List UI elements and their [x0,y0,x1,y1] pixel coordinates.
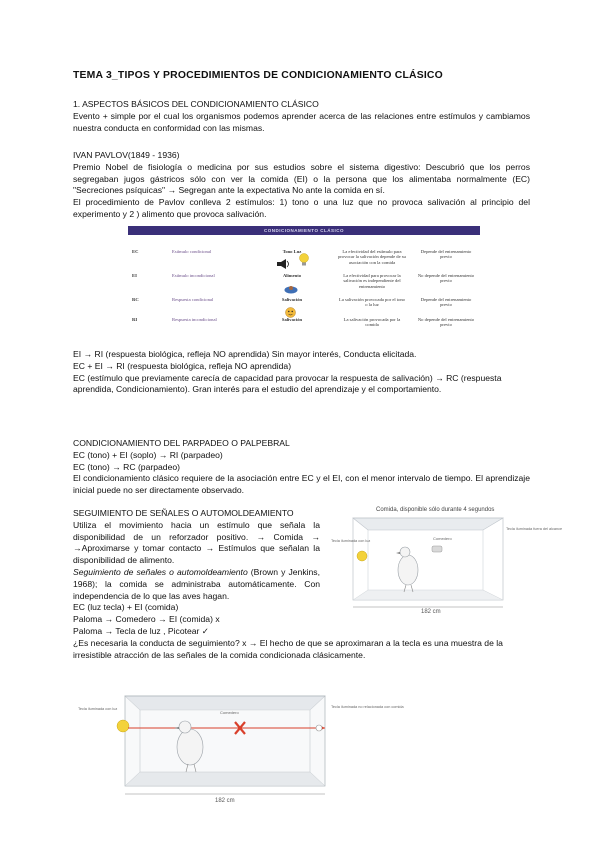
table-cell-name: Estímulo incondicional [172,273,215,278]
def-line: EC + EI → RI (respuesta biológica, refleja NO aprendida) [73,360,292,371]
section-definitions [73,349,530,396]
table-cell-abbr: EC [132,249,139,254]
table-cell-desc: La efectividad para provocar la salivación es independiente del entrenamiento [343,273,401,289]
formula-line: EC (luz tecla) + EI (comida) [73,602,179,613]
formula-line: EC (tono) → RC (parpadeo) [73,461,180,472]
table-cell-dep: No depende del entrenamiento previo [417,273,475,284]
food-bowl-icon [432,546,442,552]
formula-line: EC (tono) + EI (soplo) → RI (parpadeo) [73,449,223,460]
italic-continuation: (Brown y Jenkins, 1968); la comida se administraba automáticamente. Con independencia de lo que las aves hagan. [73,566,320,601]
table-cell-abbr: RI [132,317,138,322]
left-key-label: Tecla iluminada con luz [78,707,118,711]
def-line: EI → RI (respuesta biológica, refleja NO aprendida) Sin mayor interés, Conducta elicitada. [73,349,417,359]
far-key-icon [316,725,322,731]
section-aspectos [73,99,530,134]
table-cell-dep: Depende del entrenamiento previo [420,249,472,260]
section-heading: SEGUIMIENTO DE SEÑALES O AUTOMOLDEAMIENTO [73,508,294,518]
light-key-icon [357,551,367,561]
table-header: CONDICIONAMIENTO CLÁSICO [128,226,480,235]
section-pavlov [73,150,530,221]
speaker-icon [276,257,290,275]
right-key-label: Tecla iluminada no relacionada con comida [331,705,404,709]
left-key-label: Tecla iluminada con luz [331,539,371,543]
table-cell-abbr: RC [132,297,139,302]
bowl-label: Comedero [433,536,452,541]
table-cell-dep: No depende del entrenamiento previo [417,317,475,328]
table-cell-item: Alimento [282,273,302,278]
table-cell-item: Tono Luz [282,249,302,254]
section-text: Evento + simple por el cual los organismos podemos aprender acerca de las relaciones entre estímulos y cambiamos nuestra conducta en conformidad con las mismas. [73,110,530,133]
box-floor [125,772,325,786]
table-cell-item: Salivación [281,297,303,302]
dog-face-icon [285,305,296,323]
table-cell-item: Salivación [281,317,303,322]
section-heading: CONDICIONAMIENTO DEL PARPADEO O PALPEBRAL [73,438,290,448]
italic-term: Seguimiento de señales o automoldeamiento [73,566,248,577]
table-cell-dep: Depende del entrenamiento previo [420,297,472,308]
conditioning-table [128,226,480,330]
dimension-label: 182 cm [421,609,441,615]
box-floor [353,590,503,600]
table-cell-abbr: EI [132,273,137,278]
table-cell-name: Respuesta incondicional [172,317,217,322]
page-title: TEMA 3_TIPOS Y PROCEDIMIENTOS DE CONDICIONAMIENTO CLÁSICO [73,70,443,81]
figure-caption: Comida, disponible sólo durante 4 segundos [376,507,495,513]
table-cell-desc: La efectividad del estímulo para provocar la salivación depende de su asociación con la comida [338,249,406,265]
formula-line: Paloma → Comedero → EI (comida) x [73,614,220,625]
section-heading: IVAN PAVLOV(1849 - 1936) [73,150,180,160]
bowl-label: Comedero [220,710,239,715]
table-cell-desc: La salivación provocada por el tono o la luz [339,297,405,308]
section-text: El procedimiento de Pavlov conlleva 2 estímulos: 1) tono o una luz que no provoca salivación al principio del experimento y 2 ) alimento que provoca salivación. [73,197,530,219]
box-ceiling [353,518,503,530]
section-text [73,567,320,602]
section-text: Utiliza el movimiento hacia un estímulo que señala la disponibilidad de un reforzador positivo. → Comida → →Aproximarse y tomar contacto → Estímulos que señalan la disponibilidad de alimento. [73,519,320,566]
table-cell-desc: La salivación provocada por la comida [343,317,401,328]
figure-pigeon-box-large [75,692,404,804]
section-text: El condicionamiento clásico requiere de la asociación entre EC y el EI, con el menor intervalo de tiempo. El aprendizaje inicial puede no ser directamente observado. [73,473,530,496]
section-text: Premio Nobel de fisiología o medicina por sus estudios sobre el sistema digestivo: Descubrió que los perros segregaban jugos gástricos sólo con ver la comida (EI) o la persona que los alimentaba normalmente (EC) "Secreciones psíquicas" → Segregan ante la expectativa No ante la comida en sí. [73,161,530,196]
question-paragraph: ¿Es necesaria la conducta de seguimiento? x → El hecho de que se aproximaran a la tecla es una muestra de la irresistible atracción de las señales de la comida condicionada clásicamente. [73,638,503,660]
def-line: EC (estímulo que previamente carecía de capacidad para provocar la respuesta de salivación) → RC (respuesta aprendida, Condicionamiento). Gran interés para el estudio del aprendizaje y el comportamiento. [73,372,502,395]
section-parpadeo [73,438,530,497]
figure-pigeon-box [328,500,563,615]
formula-line: Paloma → Tecla de luz , Picotear ✓ [73,625,210,636]
dimension-label: 182 cm [215,798,235,804]
table-cell-name: Respuesta condicional [172,297,214,302]
section-seguimiento [73,508,320,638]
right-key-label: Tecla iluminada fuera del alcance [506,527,563,531]
table-cell-name: Estímulo condicional [172,249,212,254]
light-key-icon [117,720,129,732]
dog-bowl-icon [284,281,298,299]
section-heading: 1. ASPECTOS BÁSICOS DEL CONDICIONAMIENTO CLÁSICO [73,99,319,109]
lightbulb-icon [298,253,310,272]
